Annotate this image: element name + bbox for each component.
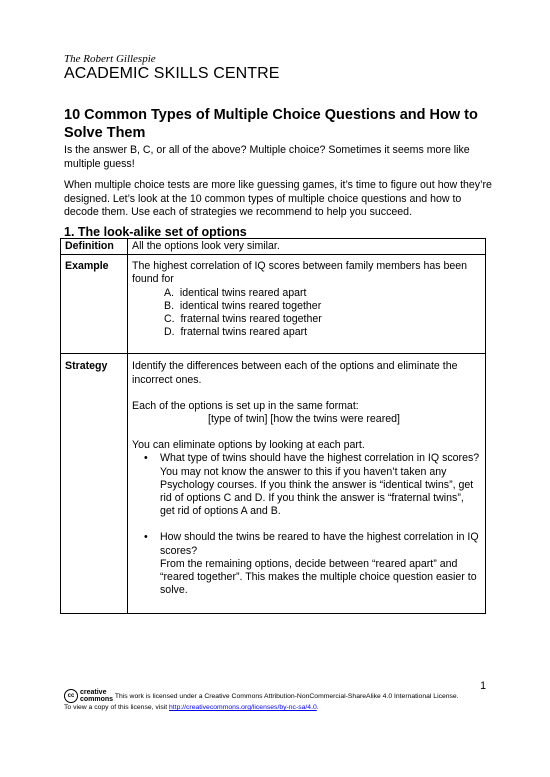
page-title: 10 Common Types of Multiple Choice Questions and How to Solve Them: [64, 107, 478, 141]
strategy-format: [type of twin] [how the twins were reared]: [208, 413, 400, 426]
example-label: Example: [61, 255, 128, 354]
cc-word-creative: creative: [80, 689, 107, 696]
example-row: [61, 255, 486, 354]
logo-line1: The Robert Gillespie: [64, 53, 156, 65]
creative-commons-logo: [64, 689, 113, 703]
license-footer: [64, 689, 494, 713]
strategy-paragraph-3: You can eliminate options by looking at each part.: [132, 439, 365, 452]
strategy-bullets: [132, 452, 481, 597]
strategy-row: [61, 354, 486, 614]
bullet-item: [144, 452, 481, 518]
bullet-answer: From the remaining options, decide between “reared apart” and “reared together”. This makes the multiple choice question easier to solve.: [160, 557, 477, 597]
option-list: [132, 287, 481, 340]
strategy-label: Strategy: [61, 354, 128, 614]
bullet-icon: •: [144, 452, 148, 465]
strategy-paragraph-1: Identify the differences between each of the options and eliminate the incorrect ones.: [132, 360, 458, 386]
strategy-cell: [128, 354, 486, 614]
cc-icon: cc: [64, 689, 78, 703]
example-question: The highest correlation of IQ scores between family members has been found for: [132, 260, 468, 286]
bullet-item: [144, 531, 481, 597]
bullet-question: What type of twins should have the highest correlation in IQ scores?: [160, 452, 480, 465]
option-a: A. identical twins reared apart: [164, 286, 307, 299]
license-link[interactable]: http://creativecommons.org/licenses/by-nc-sa/4.0: [169, 704, 317, 711]
intro-paragraph-2: When multiple choice tests are more like guessing games, it’s time to figure out how they’re designed. Let’s look at the 10 common types of multiple choice questions and how to decode them. Use each of strategies we recommend to help you succeed.: [64, 179, 492, 218]
definition-row: [61, 239, 486, 255]
logo: [64, 54, 280, 83]
license-line2-suffix: .: [316, 704, 319, 711]
bullet-answer: You may not know the answer to this if you haven’t taken any Psychology courses. If you think the answer is “identical twins”, get rid of options C and D. If you think the answer is “fraternal twins”, get rid of options A and B.: [160, 465, 474, 518]
intro-paragraph-1: Is the answer B, C, or all of the above? Multiple choice? Sometimes it seems more like multiple guess!: [64, 144, 470, 170]
option-d: D. fraternal twins reared apart: [164, 326, 308, 339]
logo-line2: ACADEMIC SKILLS CENTRE: [64, 65, 280, 82]
option-c: C. fraternal twins reared together: [164, 313, 322, 326]
definition-text: All the options look very similar.: [128, 239, 486, 255]
strategy-table: [60, 238, 486, 614]
option-b: B. identical twins reared together: [164, 299, 322, 312]
bullet-question: How should the twins be reared to have the highest correlation in IQ scores?: [160, 531, 479, 557]
section-heading: 1. The look-alike set of options: [64, 225, 247, 239]
license-line2-prefix: To view a copy of this license, visit: [64, 704, 170, 711]
strategy-paragraph-2: Each of the options is set up in the same format:: [132, 399, 359, 412]
page-number: 1: [480, 680, 486, 692]
cc-word-commons: commons: [80, 696, 114, 703]
bullet-icon: •: [144, 531, 148, 544]
license-text: This work is licensed under a Creative Commons Attribution-NonCommercial-ShareAlike 4.0 International License.: [114, 692, 459, 700]
example-cell: [128, 255, 486, 354]
definition-label: Definition: [61, 239, 128, 255]
